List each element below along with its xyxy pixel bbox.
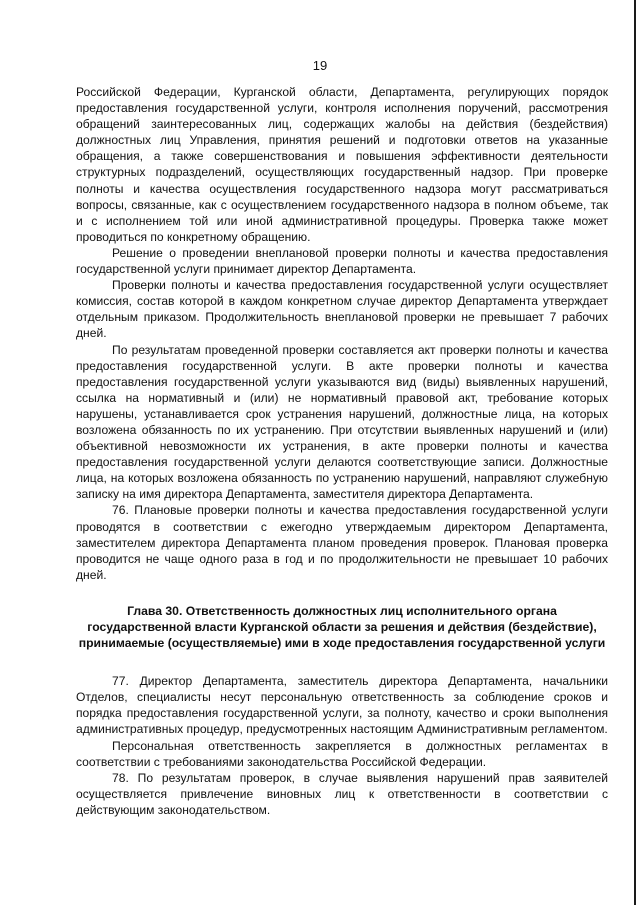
paragraph: 77. Директор Департамента, заместитель директора Департамента, начальники Отделов, специалисты несут персональную ответственность за соблюдение сроков и порядка предоставления государственной услуги, за полноту, качество и сроки выполнения административных процедур, предусмотренных настоящим Административным регламентом.: [76, 674, 608, 737]
chapter-title: Глава 30. Ответственность должностных лиц исполнительного органа государственной власти Курганской области за решения и действия (бездействие), принимаемые (осуществляемые) ими в ходе предоставления государственной услуги: [78, 603, 606, 651]
paragraph: Проверки полноты и качества предоставления государственной услуги осуществляет комиссия, состав которой в каждом конкретном случае директор Департамента утверждает отдельным приказом. Продолжительность внеплановой проверки не превышает 7 рабочих дней.: [76, 278, 608, 341]
paragraph: Решение о проведении внеплановой проверки полноты и качества предоставления государственной услуги принимает директор Департамента.: [76, 245, 608, 277]
scan-border: [634, 0, 636, 905]
paragraph: По результатам проведенной проверки составляется акт проверки полноты и качества предоставления государственной услуги. В акте проверки полноты и качества предоставления государственной услуги указываются вид (виды) выявленных нарушений, ссылка на нормативный и (или) не нормативный правовой акт, требование которых нарушены, устанавливается срок устранения нарушений, должностные лица, на которых возложена обязанность по их устранению. При отсутствии выявленных нарушений и (или) объективной невозможности их устранения, в акте проверки полноты и качества предоставления государственной услуги делаются соответствующие записи. Должностные лица, на которых возложена обязанность по устранению нарушений, направляют служебную записку на имя директора Департамента, заместителя директора Департамента.: [76, 342, 608, 502]
paragraph: Российской Федерации, Курганской области, Департамента, регулирующих порядок предоставления государственной услуги, контроля исполнения поручений, рассмотрения обращений заинтересованных лиц, содержащих жалобы на действия (бездействия) должностных лиц Управления, принятия решений и подготовки ответов на указанные обращения, а также совершенствования и повышения эффективности деятельности структурных подразделений, осуществляющих государственный надзор. При проверке полноты и качества осуществления государственного надзора могут рассматриваться вопросы, связанные, как с осуществлением государственного надзора в полном объеме, так и с исполнением той или иной административной процедуры. Проверка также может проводиться по конкретному обращению.: [76, 85, 608, 244]
paragraph: 78. По результатам проверок, в случае выявления нарушений прав заявителей осуществляется привлечение виновных лиц к ответственности в соответствии с действующим законодательством.: [76, 770, 608, 817]
page-number: 19: [312, 58, 328, 73]
paragraph: 76. Плановые проверки полноты и качества предоставления государственной услуги проводятся в соответствии с ежегодно утверждаемым директором Департамента, заместителем директора Департамента планом проведения проверок. Плановая проверка проводится не чаще одного раза в год и по продолжительности не превышает 10 рабочих дней.: [76, 503, 608, 582]
paragraph: Персональная ответственность закрепляется в должностных регламентах в соответствии с требованиями законодательства Российской Федерации.: [76, 738, 608, 769]
document-body: [76, 84, 608, 818]
